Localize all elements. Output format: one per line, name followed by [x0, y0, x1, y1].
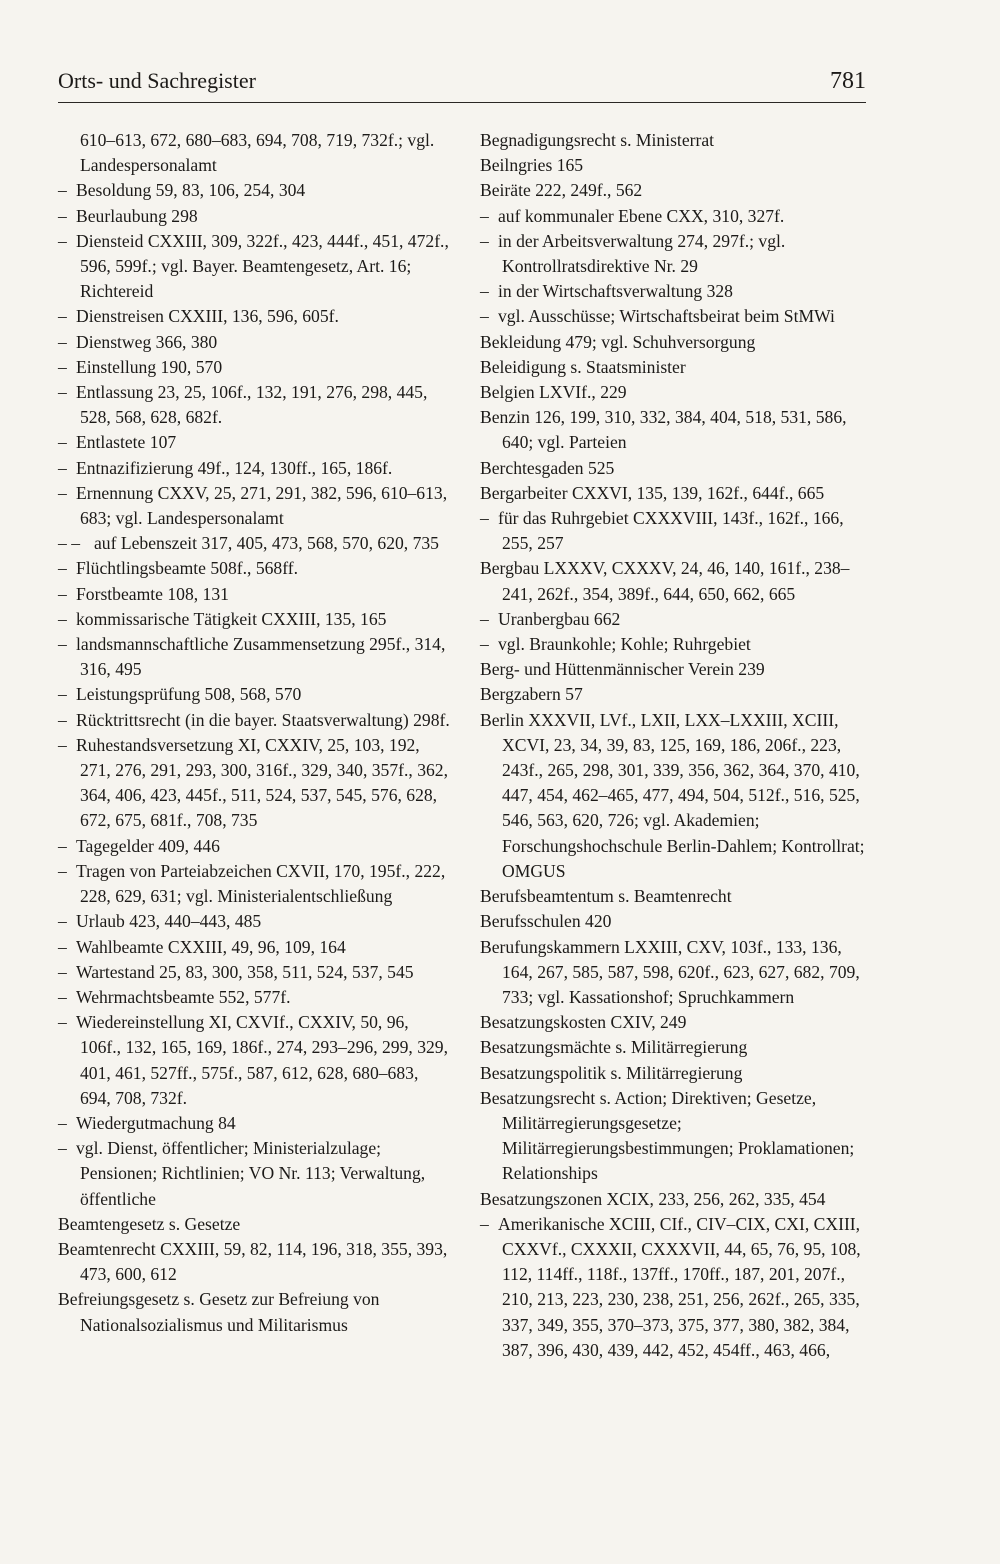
- index-subentry: [58, 859, 453, 909]
- index-entry: [480, 682, 870, 707]
- entry-text: Tragen von Parteiabzeichen CXVII, 170, 195f., 222, 228, 629, 631; vgl. Ministerialentschließung: [76, 860, 446, 907]
- subentry-dash: –: [58, 432, 67, 453]
- entry-text: 610–613, 672, 680–683, 694, 708, 719, 732f.; vgl. Landespersonalamt: [80, 130, 435, 176]
- entry-text: Bekleidung 479; vgl. Schuhversorgung: [480, 331, 756, 352]
- index-subentry: [58, 481, 453, 531]
- subentry-dash: –: [58, 230, 67, 251]
- subentry-dash: –: [58, 180, 67, 201]
- index-subentry: [58, 204, 453, 229]
- subentry-dash: –: [480, 634, 489, 655]
- entry-text: auf kommunaler Ebene CXX, 310, 327f.: [498, 205, 785, 226]
- entry-text: auf Lebenszeit 317, 405, 473, 568, 570, 620, 735: [94, 533, 439, 554]
- subentry-dash: –: [58, 482, 67, 503]
- index-entry: [58, 1287, 453, 1337]
- index-subentry: [58, 985, 453, 1010]
- subentry-dash: –: [58, 205, 67, 226]
- subentry-dash: –: [58, 936, 67, 957]
- entry-text: Bergarbeiter CXXVI, 135, 139, 162f., 644f., 665: [480, 482, 825, 503]
- index-entry: [480, 1061, 870, 1086]
- subentry-dash: –: [480, 608, 489, 629]
- entry-text: Besatzungszonen XCIX, 233, 256, 262, 335, 454: [480, 1188, 826, 1209]
- subentry-dash: –: [58, 911, 67, 932]
- entry-text: Diensteid CXXIII, 309, 322f., 423, 444f., 451, 472f., 596, 599f.; vgl. Bayer. Beamtengesetz, Art. 16; Richtereid: [76, 230, 449, 302]
- entry-text: Ruhestandsversetzung XI, CXXIV, 25, 103, 192, 271, 276, 291, 293, 300, 316f., 329, 340, 357f., 362, 364, 406, 423, 445f., 511, 524, 537, 545, 576, 628, 672, 675, 681f., 708, 735: [76, 734, 448, 831]
- index-subentry: [58, 733, 453, 834]
- subentry-dash: – –: [58, 533, 80, 554]
- index-subentry: [58, 909, 453, 934]
- index-entry: [480, 935, 870, 1011]
- subentry-dash: –: [58, 1012, 67, 1033]
- index-entry: [480, 657, 870, 682]
- entry-text: Ernennung CXXV, 25, 271, 291, 382, 596, 610–613, 683; vgl. Landespersonalamt: [76, 482, 448, 529]
- subentry-dash: –: [480, 230, 489, 251]
- index-entry: [480, 178, 870, 203]
- subentry-dash: –: [58, 961, 67, 982]
- index-entry: [480, 380, 870, 405]
- subentry-dash: –: [58, 1138, 67, 1159]
- index-subentry: [58, 330, 453, 355]
- entry-text: Besatzungsmächte s. Militärregierung: [480, 1037, 748, 1058]
- index-entry: [480, 355, 870, 380]
- entry-text: vgl. Dienst, öffentlicher; Ministerialzulage; Pensionen; Richtlinien; VO Nr. 113; Verwaltung, öffentliche: [76, 1138, 426, 1209]
- index-entry: [480, 1010, 870, 1035]
- entry-text: Wartestand 25, 83, 300, 358, 511, 524, 537, 545: [76, 961, 414, 982]
- subentry-dash: –: [58, 709, 67, 730]
- entry-text: Wehrmachtsbeamte 552, 577f.: [76, 986, 291, 1007]
- subentry-dash: –: [58, 986, 67, 1007]
- entry-text: Entnazifizierung 49f., 124, 130ff., 165, 186f.: [76, 457, 393, 478]
- index-entry: [480, 153, 870, 178]
- entry-text: in der Arbeitsverwaltung 274, 297f.; vgl. Kontrollratsdirektive Nr. 29: [498, 230, 786, 277]
- index-subentry: [58, 304, 453, 329]
- index-entry: [480, 405, 870, 455]
- entry-text: Entlassung 23, 25, 106f., 132, 191, 276, 298, 445, 528, 568, 628, 682f.: [76, 382, 428, 428]
- entry-text: Besatzungspolitik s. Militärregierung: [480, 1062, 743, 1083]
- index-subentry: [480, 607, 870, 632]
- header-rule: [58, 102, 866, 103]
- entry-text: Tagegelder 409, 446: [76, 835, 220, 856]
- subentry-dash: –: [480, 508, 489, 529]
- entry-text: Berufsbeamtentum s. Beamtenrecht: [480, 886, 732, 907]
- entry-text: Rücktrittsrecht (in die bayer. Staatsverwaltung) 298f.: [76, 709, 450, 730]
- index-entry: [58, 1212, 453, 1237]
- index-entry: [480, 128, 870, 153]
- entry-text: Entlastete 107: [76, 432, 177, 453]
- entry-text: Flüchtlingsbeamte 508f., 568ff.: [76, 558, 299, 579]
- entry-text: Beamtengesetz s. Gesetze: [58, 1213, 241, 1234]
- index-subentry: [58, 355, 453, 380]
- index-subentry: [58, 1111, 453, 1136]
- entry-text: Berchtesgaden 525: [480, 457, 615, 478]
- subentry-dash: –: [58, 734, 67, 755]
- subentry-dash: –: [58, 1112, 67, 1133]
- subentry-dash: –: [480, 205, 489, 226]
- subentry-dash: –: [58, 382, 67, 403]
- index-entry: [480, 556, 870, 606]
- index-subentry: [58, 556, 453, 581]
- entry-text: Besatzungsrecht s. Action; Direktiven; Gesetze, Militärregierungsgesetze; Militärregierungsbestimmungen; Proklamationen; Relationships: [480, 1087, 855, 1184]
- entry-text: Befreiungsgesetz s. Gesetz zur Befreiung von Nationalsozialismus und Militarismus: [58, 1289, 380, 1335]
- index-entry: [480, 1035, 870, 1060]
- index-subentry: [58, 935, 453, 960]
- entry-text: Amerikanische XCIII, CIf., CIV–CIX, CXI, CXIII, CXXVf., CXXXII, CXXXVII, 44, 65, 76, 95, 108, 112, 114ff., 118f., 137ff., 170ff., 187, 201, 207f., 210, 213, 223, 230, 238, 251, 256, 262f., 265, 335, 337, 349, 355, 370–373, 375, 377, 380, 382, 384, 387, 396, 430, 439, 442, 452, 454ff., 463, 466,: [498, 1213, 861, 1360]
- index-entry-continuation: [58, 128, 453, 178]
- entry-text: Bergzabern 57: [480, 684, 583, 705]
- entry-text: Dienstweg 366, 380: [76, 331, 218, 352]
- index-subentry: [58, 632, 453, 682]
- running-title: Orts- und Sachregister: [58, 68, 256, 93]
- subentry-dash: –: [58, 331, 67, 352]
- entry-text: Beleidigung s. Staatsminister: [480, 356, 686, 377]
- entry-text: Berufungskammern LXXIII, CXV, 103f., 133, 136, 164, 267, 585, 587, 598, 620f., 623, 627, 682, 709, 733; vgl. Kassationshof; Spruchkammern: [480, 936, 860, 1007]
- index-subentry: [480, 506, 870, 556]
- index-entry: [480, 1086, 870, 1187]
- entry-text: Leistungsprüfung 508, 568, 570: [76, 684, 302, 705]
- entry-text: Beiräte 222, 249f., 562: [480, 180, 643, 201]
- subentry-dash: –: [480, 306, 489, 327]
- entry-text: Beamtenrecht CXXIII, 59, 82, 114, 196, 318, 355, 393, 473, 600, 612: [58, 1238, 448, 1285]
- page-header: [58, 64, 866, 104]
- subentry-dash: –: [58, 558, 67, 579]
- index-entry: [480, 481, 870, 506]
- entry-text: Besatzungskosten CXIV, 249: [480, 1012, 687, 1033]
- index-subentry: [480, 279, 870, 304]
- left-index-column: [58, 128, 453, 1338]
- index-entry: [480, 884, 870, 909]
- subentry-dash: –: [480, 281, 489, 302]
- index-subentry: [480, 304, 870, 329]
- subentry-dash: –: [58, 860, 67, 881]
- index-subentry: [58, 607, 453, 632]
- entry-text: Wahlbeamte CXXIII, 49, 96, 109, 164: [76, 936, 346, 957]
- page-number: 781: [830, 68, 866, 94]
- entry-text: kommissarische Tätigkeit CXXIII, 135, 165: [76, 608, 387, 629]
- entry-text: Uranbergbau 662: [498, 608, 621, 629]
- index-entry: [480, 330, 870, 355]
- index-subentry: [58, 178, 453, 203]
- index-subentry: [58, 582, 453, 607]
- index-entry: [480, 456, 870, 481]
- index-entry: [480, 1187, 870, 1212]
- entry-text: Wiedergutmachung 84: [76, 1112, 236, 1133]
- index-subentry: [480, 1212, 870, 1363]
- subentry-dash: –: [58, 608, 67, 629]
- index-subentry: [480, 229, 870, 279]
- subentry-dash: –: [58, 583, 67, 604]
- entry-text: vgl. Ausschüsse; Wirtschaftsbeirat beim StMWi: [498, 306, 835, 327]
- index-entry: [480, 909, 870, 934]
- index-subentry: [58, 531, 453, 556]
- entry-text: Benzin 126, 199, 310, 332, 384, 404, 518, 531, 586, 640; vgl. Parteien: [480, 407, 847, 453]
- entry-text: Bergbau LXXXV, CXXXV, 24, 46, 140, 161f., 238–241, 262f., 354, 389f., 644, 650, 662, 665: [480, 558, 850, 604]
- index-entry: [58, 1237, 453, 1287]
- subentry-dash: –: [58, 306, 67, 327]
- subentry-dash: –: [58, 457, 67, 478]
- index-entry: [480, 708, 870, 884]
- entry-text: Belgien LXVIf., 229: [480, 382, 627, 403]
- entry-text: landsmannschaftliche Zusammensetzung 295f., 314, 316, 495: [76, 634, 446, 680]
- entry-text: Beilngries 165: [480, 155, 584, 176]
- index-subentry: [58, 1136, 453, 1212]
- entry-text: Einstellung 190, 570: [76, 356, 223, 377]
- index-subentry: [58, 430, 453, 455]
- entry-text: für das Ruhrgebiet CXXXVIII, 143f., 162f., 166, 255, 257: [498, 508, 844, 554]
- index-subentry: [480, 632, 870, 657]
- index-subentry: [58, 960, 453, 985]
- index-subentry: [58, 708, 453, 733]
- entry-text: Berg- und Hüttenmännischer Verein 239: [480, 659, 765, 680]
- entry-text: Urlaub 423, 440–443, 485: [76, 911, 262, 932]
- entry-text: Berlin XXXVII, LVf., LXII, LXX–LXXIII, XCIII, XCVI, 23, 34, 39, 83, 125, 169, 186, 206f., 223, 243f., 265, 298, 301, 339, 356, 362, 364, 370, 410, 447, 454, 462–465, 477, 494, 504, 512f., 516, 525, 546, 563, 620, 726; vgl. Akademien; Forschungshochschule Berlin-Dahlem; Kontrollrat; OMGUS: [480, 709, 865, 881]
- entry-text: Besoldung 59, 83, 106, 254, 304: [76, 180, 306, 201]
- index-subentry: [58, 380, 453, 430]
- entry-text: Berufsschulen 420: [480, 911, 612, 932]
- entry-text: vgl. Braunkohle; Kohle; Ruhrgebiet: [498, 634, 751, 655]
- subentry-dash: –: [58, 634, 67, 655]
- subentry-dash: –: [58, 684, 67, 705]
- subentry-dash: –: [58, 356, 67, 377]
- entry-text: Begnadigungsrecht s. Ministerrat: [480, 130, 715, 150]
- entry-text: Beurlaubung 298: [76, 205, 198, 226]
- subentry-dash: –: [58, 835, 67, 856]
- index-subentry: [58, 1010, 453, 1111]
- index-subentry: [480, 204, 870, 229]
- index-subentry: [58, 229, 453, 305]
- entry-text: Dienstreisen CXXIII, 136, 596, 605f.: [76, 306, 339, 327]
- entry-text: in der Wirtschaftsverwaltung 328: [498, 281, 733, 302]
- index-subentry: [58, 682, 453, 707]
- subentry-dash: –: [480, 1213, 489, 1234]
- entry-text: Forstbeamte 108, 131: [76, 583, 229, 604]
- entry-text: Wiedereinstellung XI, CXVIf., CXXIV, 50, 96, 106f., 132, 165, 169, 186f., 274, 293–296, 299, 329, 401, 461, 527ff., 575f., 587, 612, 628, 680–683, 694, 708, 732f.: [76, 1012, 448, 1108]
- right-index-column: [480, 128, 870, 1363]
- index-subentry: [58, 456, 453, 481]
- index-subentry: [58, 834, 453, 859]
